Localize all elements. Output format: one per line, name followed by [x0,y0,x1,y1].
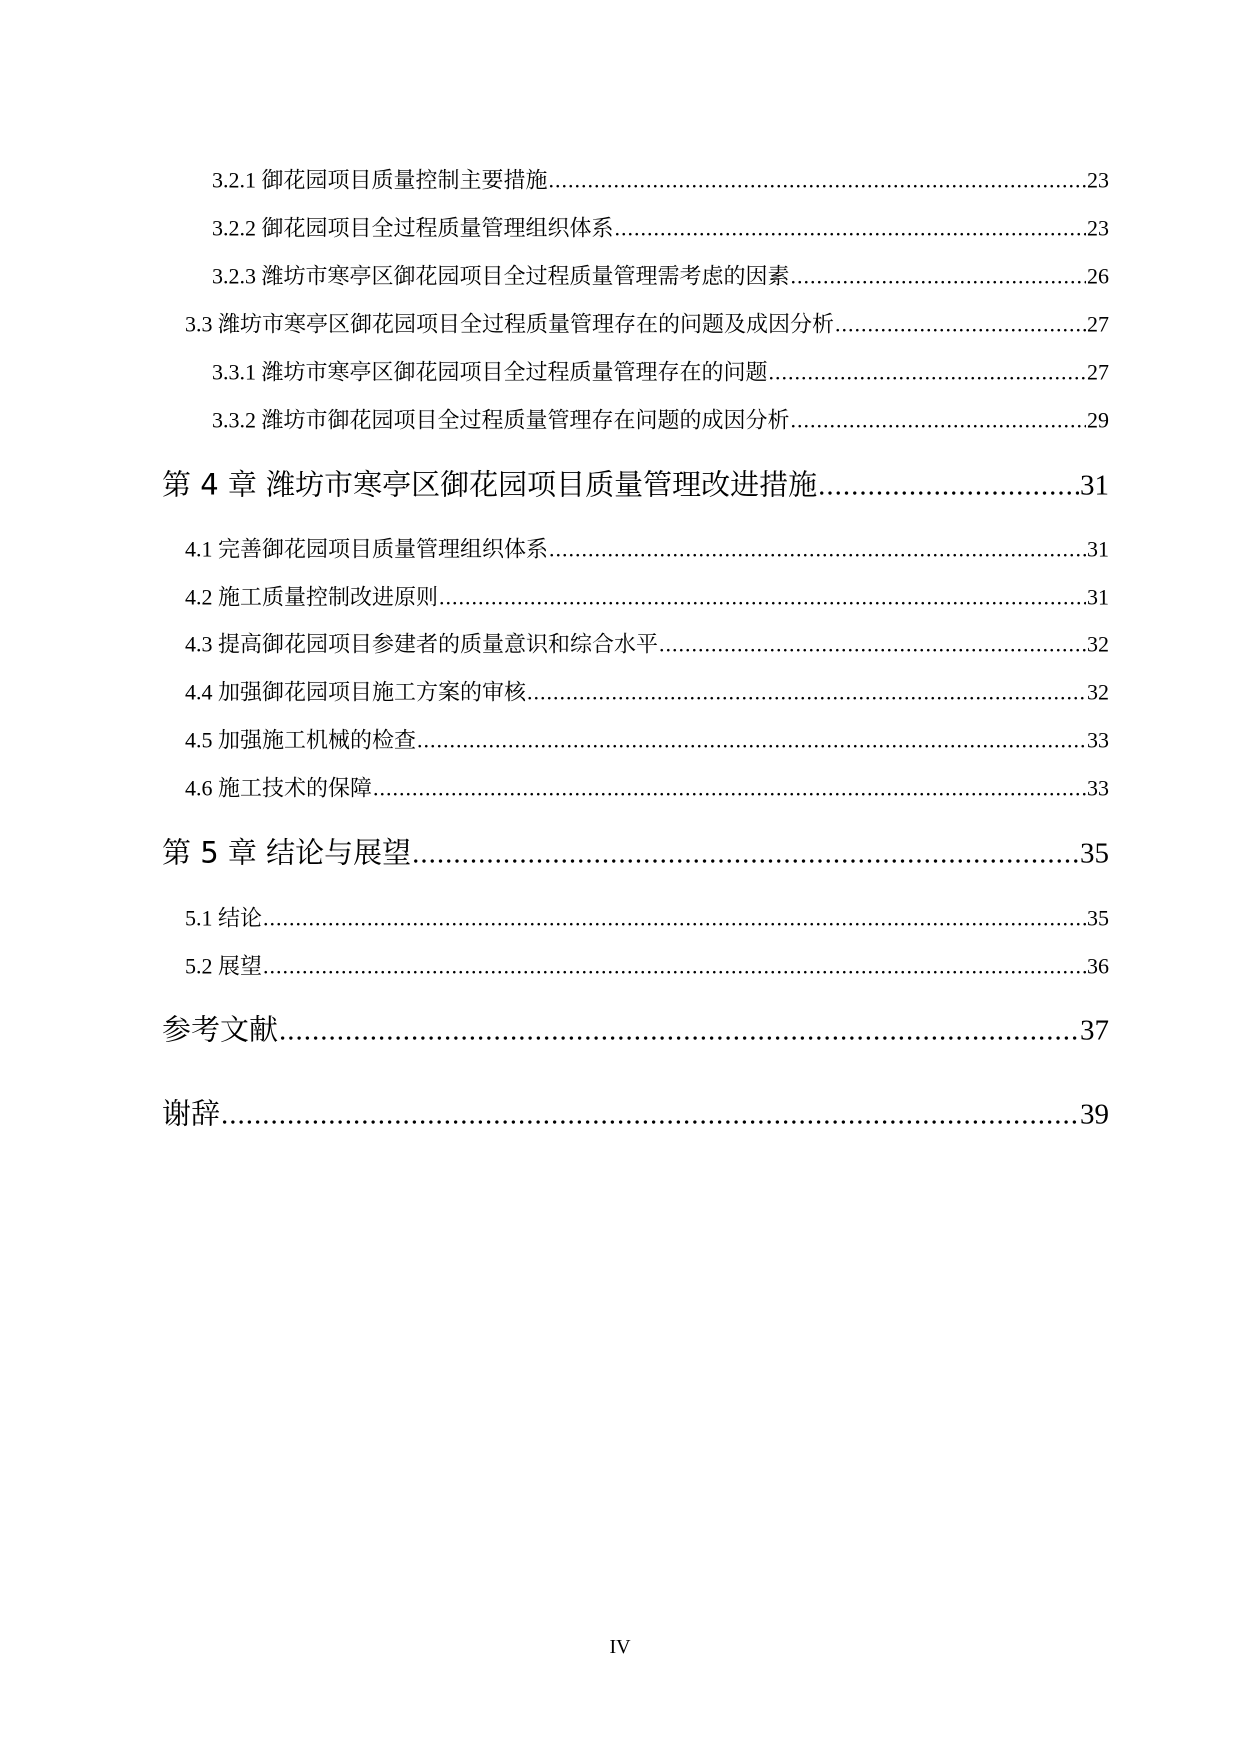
dot-leader [549,168,1086,194]
toc-entry-title: 第 4 章 潍坊市寒亭区御花园项目质量管理改进措施 [162,467,818,502]
toc-entry[interactable] [185,676,1109,707]
toc-entry-title: 第 5 章 结论与展望 [162,835,412,870]
toc-entry-title: 5.2 展望 [185,953,263,979]
toc-entry-title: 参考文献 [162,1012,279,1047]
toc-entry-page: 33 [1087,727,1109,753]
toc-entry-title: 3.2.1 御花园项目质量控制主要措施 [212,167,548,193]
toc-entry[interactable] [212,164,1109,195]
toc-entry[interactable] [212,356,1109,387]
toc-entry-page: 39 [1080,1098,1109,1131]
toc-entry-page: 26 [1087,263,1109,289]
dot-leader [818,470,1079,503]
toc-entry-title: 3.3.2 潍坊市御花园项目全过程质量管理存在问题的成因分析 [212,407,790,433]
toc-chapter-entry[interactable] [162,1092,1109,1133]
dot-leader [769,360,1086,386]
toc-entry-page: 27 [1087,311,1109,337]
toc-entry-title: 5.1 结论 [185,905,263,931]
dot-leader [279,1015,1079,1048]
toc-entry[interactable] [212,260,1109,291]
toc-entry[interactable] [185,533,1109,564]
toc-entry-page: 23 [1087,215,1109,241]
toc-entry[interactable] [185,628,1109,659]
dot-leader [412,838,1079,871]
dot-leader [549,537,1086,563]
dot-leader [263,954,1086,980]
toc-entry-page: 35 [1080,837,1109,870]
toc-entry-title: 4.5 加强施工机械的检查 [185,727,417,753]
dot-leader [417,728,1086,754]
toc-entry-page: 32 [1087,679,1109,705]
dot-leader [791,264,1086,290]
dot-leader [263,906,1086,932]
toc-entry-title: 4.2 施工质量控制改进原则 [185,584,439,610]
dot-leader [835,312,1086,338]
toc-entry[interactable] [212,404,1109,435]
toc-entry-page: 37 [1080,1014,1109,1047]
toc-entry-page: 27 [1087,359,1109,385]
dot-leader [373,776,1086,802]
toc-chapter-entry[interactable] [162,463,1109,504]
toc-chapter-entry[interactable] [162,831,1109,872]
toc-entry-page: 32 [1087,631,1109,657]
toc-entry-page: 31 [1080,469,1109,502]
toc-entry-title: 4.4 加强御花园项目施工方案的审核 [185,679,527,705]
toc-entry-page: 31 [1087,536,1109,562]
toc-entry-title: 谢辞 [162,1096,221,1131]
toc-entry[interactable] [185,581,1109,612]
toc-chapter-entry[interactable] [162,1008,1109,1049]
toc-entry-page: 29 [1087,407,1109,433]
toc-entry[interactable] [185,724,1109,755]
dot-leader [439,585,1086,611]
toc-entry-page: 36 [1087,953,1109,979]
toc-entry-page: 31 [1087,584,1109,610]
toc-entry[interactable] [185,308,1109,339]
toc-entry-page: 33 [1087,775,1109,801]
dot-leader [221,1099,1079,1132]
dot-leader [659,632,1086,658]
toc-entry-title: 4.1 完善御花园项目质量管理组织体系 [185,536,549,562]
toc-entry-title: 3.3.1 潍坊市寒亭区御花园项目全过程质量管理存在的问题 [212,359,768,385]
toc-entry[interactable] [185,772,1109,803]
toc-entry-title: 4.6 施工技术的保障 [185,775,373,801]
dot-leader [791,408,1086,434]
toc-entry-title: 3.3 潍坊市寒亭区御花园项目全过程质量管理存在的问题及成因分析 [185,311,835,337]
toc-entry-page: 35 [1087,905,1109,931]
dot-leader [615,216,1086,242]
toc-entry[interactable] [212,212,1109,243]
toc-entry[interactable] [185,950,1109,981]
toc-entry-page: 23 [1087,167,1109,193]
page-number: IV [609,1636,631,1658]
toc-entry-title: 4.3 提高御花园项目参建者的质量意识和综合水平 [185,631,659,657]
toc-entry[interactable] [185,902,1109,933]
toc-entry-title: 3.2.3 潍坊市寒亭区御花园项目全过程质量管理需考虑的因素 [212,263,790,289]
toc-entry-title: 3.2.2 御花园项目全过程质量管理组织体系 [212,215,614,241]
dot-leader [527,680,1086,706]
